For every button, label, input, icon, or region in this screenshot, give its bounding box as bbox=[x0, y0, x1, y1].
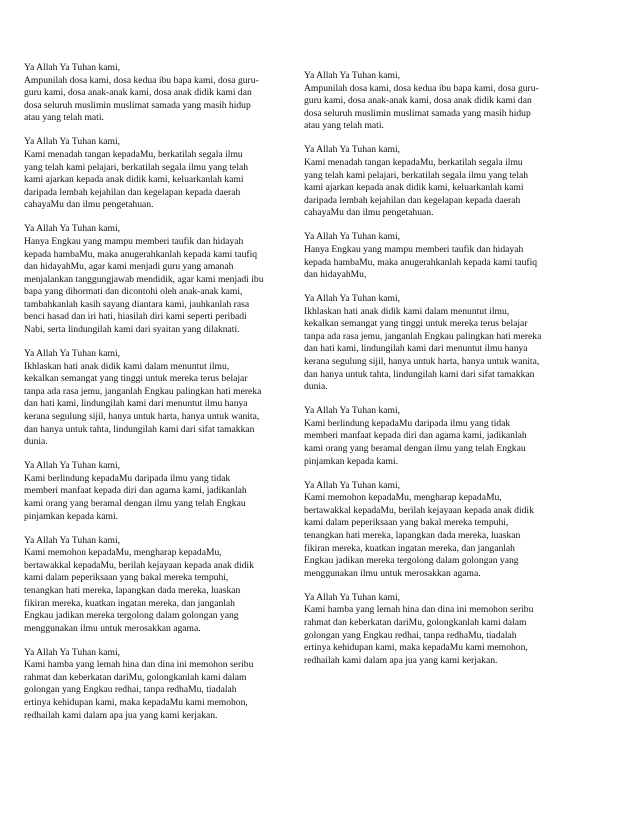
stanza-line: atau yang telah mati. bbox=[304, 120, 384, 132]
stanza-line: Kami hamba yang lemah hina dan dina ini memohon seribu bbox=[304, 604, 534, 616]
stanza-line: dan hati kami, lindungilah kami dari menuntut ilmu hanya bbox=[24, 398, 248, 410]
stanza-invocation: Ya Allah Ya Tuhan kami, bbox=[24, 534, 121, 546]
stanza-line: bapa yang dihormati dan dicontohi oleh anak-anak kami, bbox=[24, 286, 243, 298]
prayer-stanza bbox=[24, 223, 272, 336]
stanza-line: golongan yang Engkau redhai, tanpa redhaMu, tiadalah bbox=[304, 629, 517, 641]
stanza-line: Kami hamba yang lemah hina dan dina ini memohon seribu bbox=[24, 659, 254, 671]
stanza-line: Kami berlindung kepadaMu daripada ilmu yang tidak bbox=[24, 472, 231, 484]
stanza-line: memberi manfaat kepada diri dan agama kami, jadikanlah bbox=[24, 485, 247, 497]
stanza-line: kerana segulung sijil, hanya untuk harta, hanya untuk wanita, bbox=[304, 356, 540, 368]
stanza-line: fikiran mereka, kuatkan ingatan mereka, dan janganlah bbox=[24, 597, 235, 609]
prayer-stanza bbox=[304, 231, 564, 281]
stanza-line: kepada hambaMu, maka anugerahkanlah kepada kami taufiq bbox=[24, 248, 258, 260]
prayer-stanza bbox=[304, 293, 564, 394]
stanza-line: Kami menadah tangan kepadaMu, berkatilah segala ilmu bbox=[24, 148, 243, 160]
stanza-line: menjalankan tanggungjawab mendidik, agar kami menjadi ibu bbox=[24, 273, 264, 285]
stanza-line: memberi manfaat kepada diri dan agama kami, jadikanlah bbox=[304, 430, 527, 442]
stanza-line: Ikhlaskan hati anak didik kami dalam menuntut ilmu, bbox=[304, 305, 510, 317]
stanza-line: tanpa ada rasa jemu, janganlah Engkau palingkan hati mereka bbox=[24, 385, 262, 397]
stanza-line: kekalkan semangat yang tinggi untuk mereka terus belajar bbox=[24, 373, 248, 385]
stanza-line: tambahkanlah kasih sayang diantara kami, jauhkanlah rasa bbox=[24, 298, 250, 310]
stanza-line: ertinya kehidupan kami, maka kepadaMu kami memohon, bbox=[24, 697, 248, 709]
stanza-line: kami dalam peperiksaan yang bakal mereka tempuhi, bbox=[24, 572, 229, 584]
stanza-line: tanpa ada rasa jemu, janganlah Engkau palingkan hati mereka bbox=[304, 330, 542, 342]
stanza-line: rahmat dan keberkatan dariMu, golongkanlah kami dalam bbox=[304, 616, 527, 628]
stanza-line: pinjamkan kepada kami. bbox=[304, 455, 399, 467]
prayer-stanza bbox=[304, 144, 564, 220]
stanza-line: dan hati kami, lindungilah kami dari menuntut ilmu hanya bbox=[304, 343, 528, 355]
stanza-invocation: Ya Allah Ya Tuhan kami, bbox=[304, 293, 401, 305]
stanza-line: Kami berlindung kepadaMu daripada ilmu yang tidak bbox=[304, 417, 511, 429]
stanza-line: Kami menadah tangan kepadaMu, berkatilah segala ilmu bbox=[304, 156, 523, 168]
stanza-line: dan hidayahMu, agar kami menjadi guru yang amanah bbox=[24, 261, 234, 273]
stanza-line: Ampunilah dosa kami, dosa kedua ibu bapa kami, dosa guru- bbox=[304, 82, 539, 94]
stanza-line: Nabi, serta lindungilah kami dari syaitan yang dilaknati. bbox=[24, 324, 240, 336]
prayer-stanza bbox=[304, 592, 564, 668]
stanza-line: cahayaMu dan ilmu pengetahuan. bbox=[304, 207, 434, 219]
stanza-line: Hanya Engkau yang mampu memberi taufik dan hidayah bbox=[304, 243, 524, 255]
stanza-line: pinjamkan kepada kami. bbox=[24, 510, 119, 522]
stanza-line: dunia. bbox=[304, 381, 328, 393]
stanza-invocation: Ya Allah Ya Tuhan kami, bbox=[24, 348, 121, 360]
stanza-line: fikiran mereka, kuatkan ingatan mereka, dan janganlah bbox=[304, 542, 515, 554]
stanza-invocation: Ya Allah Ya Tuhan kami, bbox=[304, 144, 401, 156]
stanza-line: tenangkan hati mereka, lapangkan dada mereka, luaskan bbox=[24, 584, 241, 596]
stanza-line: ertinya kehidupan kami, maka kepadaMu kami memohon, bbox=[304, 642, 528, 654]
stanza-line: Engkau jadikan mereka tergolong dalam golongan yang bbox=[24, 610, 239, 622]
stanza-line: dan hanya untuk tahta, lindungilah kami dari sifat tamakkan bbox=[304, 368, 535, 380]
stanza-line: golongan yang Engkau redhai, tanpa redhaMu, tiadalah bbox=[24, 684, 237, 696]
prayer-stanza bbox=[24, 136, 272, 212]
stanza-line: redhailah kami dalam apa jua yang kami kerjakan. bbox=[24, 709, 218, 721]
stanza-invocation: Ya Allah Ya Tuhan kami, bbox=[24, 223, 121, 235]
stanza-invocation: Ya Allah Ya Tuhan kami, bbox=[24, 460, 121, 472]
stanza-line: kami ajarkan kepada anak didik kami, keluarkanlah kami bbox=[304, 182, 524, 194]
stanza-invocation: Ya Allah Ya Tuhan kami, bbox=[304, 231, 401, 243]
prayer-stanza bbox=[304, 405, 564, 468]
stanza-invocation: Ya Allah Ya Tuhan kami, bbox=[24, 646, 121, 658]
stanza-invocation: Ya Allah Ya Tuhan kami, bbox=[304, 479, 401, 491]
stanza-line: kerana segulung sijil, hanya untuk harta, hanya untuk wanita, bbox=[24, 411, 260, 423]
stanza-invocation: Ya Allah Ya Tuhan kami, bbox=[24, 136, 121, 148]
stanza-invocation: Ya Allah Ya Tuhan kami, bbox=[304, 591, 401, 603]
stanza-line: kami ajarkan kepada anak didik kami, keluarkanlah kami bbox=[24, 174, 244, 186]
stanza-line: kami orang yang beramal dengan ilmu yang telah Engkau bbox=[304, 443, 526, 454]
stanza-line: daripada lembah kejahilan dan kegelapan kepada daerah bbox=[304, 194, 521, 206]
stanza-line: benci hasad dan iri hati, hiasilah diri kami seperti peribadi bbox=[24, 311, 247, 323]
stanza-line: daripada lembah kejahilan dan kegelapan kepada daerah bbox=[24, 186, 241, 198]
doa-column-left bbox=[24, 62, 272, 734]
stanza-line: Kami memohon kepadaMu, mengharap kepadaMu, bbox=[304, 492, 502, 504]
stanza-line: kami dalam peperiksaan yang bakal mereka tempuhi, bbox=[304, 517, 509, 529]
stanza-line: dunia. bbox=[24, 436, 48, 448]
stanza-line: dan hidayahMu, bbox=[304, 269, 367, 281]
stanza-line: yang telah kami pelajari, berkatilah segala ilmu yang telah bbox=[304, 169, 529, 181]
stanza-line: dosa seluruh muslimin muslimat samada yang masih hidup bbox=[304, 107, 531, 119]
prayer-stanza bbox=[24, 647, 272, 723]
stanza-line: Hanya Engkau yang mampu memberi taufik dan hidayah bbox=[24, 235, 244, 247]
stanza-invocation: Ya Allah Ya Tuhan kami, bbox=[304, 70, 401, 81]
stanza-line: menggunakan ilmu untuk merosakkan agama. bbox=[24, 622, 201, 634]
stanza-line: redhailah kami dalam apa jua yang kami kerjakan. bbox=[304, 654, 498, 666]
stanza-line: Engkau jadikan mereka tergolong dalam golongan yang bbox=[304, 555, 519, 567]
prayer-stanza bbox=[24, 348, 272, 449]
stanza-line: bertawakkal kepadaMu, berilah kejayaan kepada anak didik bbox=[24, 559, 254, 571]
stanza-line: dosa seluruh muslimin muslimat samada yang masih hidup bbox=[24, 99, 251, 111]
stanza-invocation: Ya Allah Ya Tuhan kami, bbox=[24, 62, 121, 73]
stanza-line: Ampunilah dosa kami, dosa kedua ibu bapa kami, dosa guru- bbox=[24, 74, 259, 86]
doa-column-right bbox=[304, 70, 564, 679]
stanza-line: atau yang telah mati. bbox=[24, 112, 104, 124]
stanza-line: bertawakkal kepadaMu, berilah kejayaan kepada anak didik bbox=[304, 504, 534, 516]
prayer-stanza bbox=[24, 535, 272, 636]
stanza-line: Kami memohon kepadaMu, mengharap kepadaMu, bbox=[24, 547, 222, 559]
stanza-line: Ikhlaskan hati anak didik kami dalam menuntut ilmu, bbox=[24, 360, 230, 372]
prayer-stanza bbox=[24, 460, 272, 523]
prayer-stanza bbox=[24, 62, 272, 125]
stanza-line: rahmat dan keberkatan dariMu, golongkanlah kami dalam bbox=[24, 671, 247, 683]
stanza-invocation: Ya Allah Ya Tuhan kami, bbox=[304, 405, 401, 417]
stanza-line: guru kami, dosa anak-anak kami, dosa anak didik kami dan bbox=[24, 87, 252, 99]
stanza-line: cahayaMu dan ilmu pengetahuan. bbox=[24, 199, 154, 211]
stanza-line: kepada hambaMu, maka anugerahkanlah kepada kami taufiq bbox=[304, 256, 538, 268]
prayer-stanza bbox=[304, 70, 564, 133]
stanza-line: kekalkan semangat yang tinggi untuk mereka terus belajar bbox=[304, 318, 528, 330]
stanza-line: dan hanya untuk tahta, lindungilah kami dari sifat tamakkan bbox=[24, 423, 255, 435]
stanza-line: kami orang yang beramal dengan ilmu yang telah Engkau bbox=[24, 497, 246, 509]
stanza-line: guru kami, dosa anak-anak kami, dosa anak didik kami dan bbox=[304, 95, 532, 107]
stanza-line: yang telah kami pelajari, berkatilah segala ilmu yang telah bbox=[24, 161, 249, 173]
stanza-line: menggunakan ilmu untuk merosakkan agama. bbox=[304, 567, 481, 579]
prayer-stanza bbox=[304, 480, 564, 581]
stanza-line: tenangkan hati mereka, lapangkan dada mereka, luaskan bbox=[304, 529, 521, 541]
